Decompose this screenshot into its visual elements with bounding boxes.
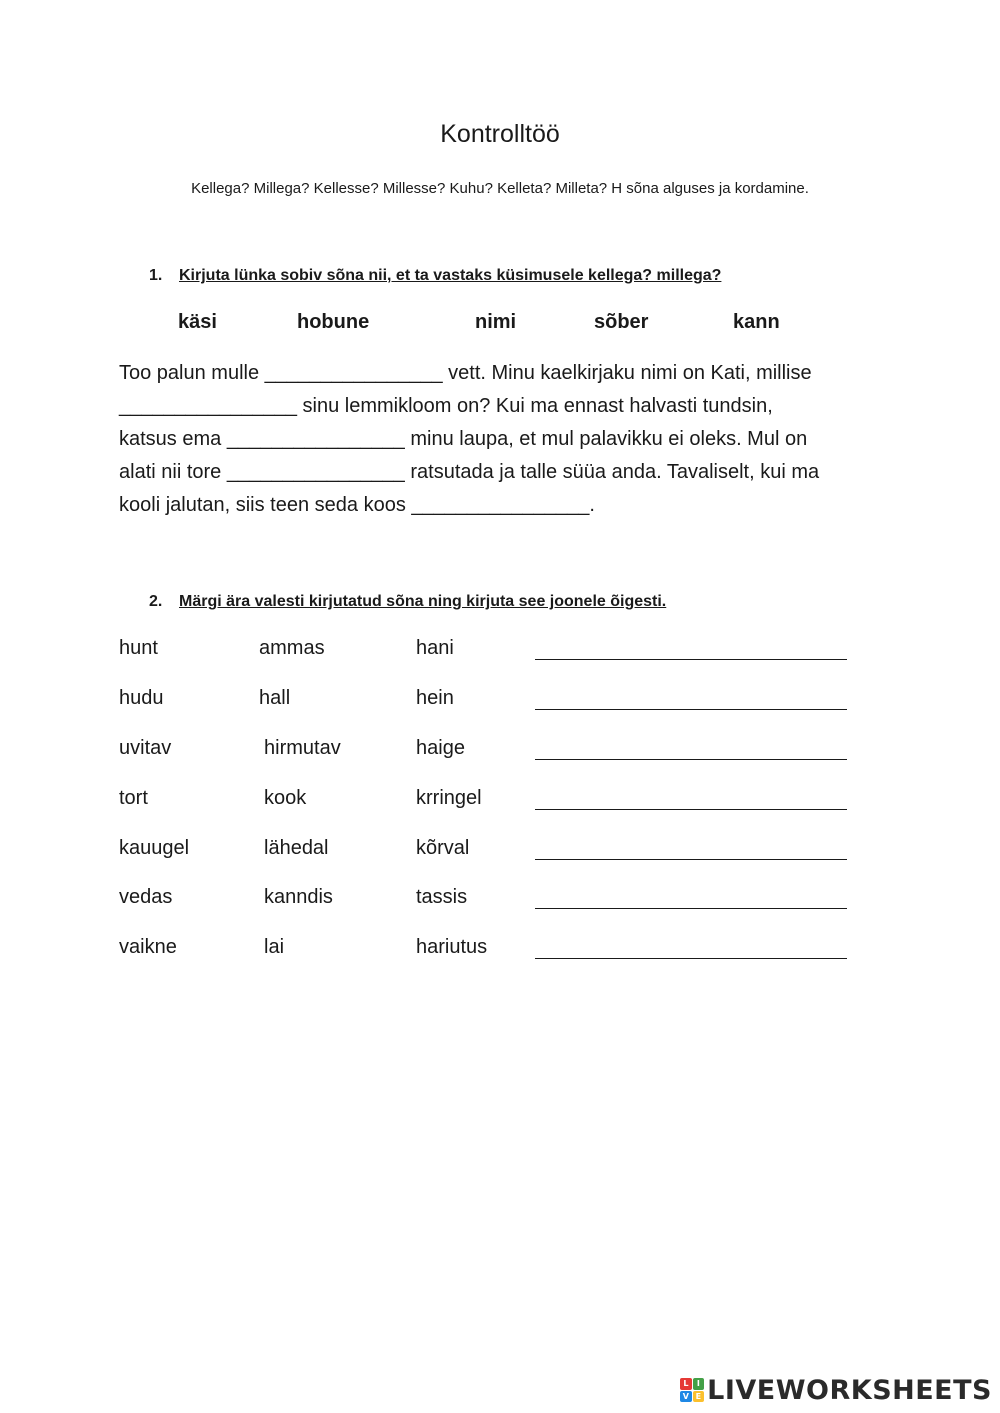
word-cell: hein: [416, 687, 454, 709]
word-cell: vedas: [119, 886, 173, 908]
word-cell: lähedal: [264, 837, 329, 859]
word-cell: krringel: [416, 787, 482, 809]
answer-line[interactable]: [535, 759, 847, 760]
paragraph-line: Too palun mulle ________________ vett. Minu kaelkirjaku nimi on Kati, millise: [119, 362, 812, 384]
word-cell: tort: [119, 787, 148, 809]
task1-heading: [149, 267, 721, 285]
logo-letter: L: [680, 1378, 692, 1390]
word-cell: haige: [416, 737, 465, 759]
word-cell: lai: [264, 936, 285, 958]
word-bank-item: hobune: [297, 311, 370, 333]
logo-letter: I: [693, 1378, 705, 1390]
word-cell: vaikne: [119, 936, 177, 958]
paragraph-line: alati nii tore ________________ ratsutada ja talle süüa anda. Tavaliselt, kui ma: [119, 461, 820, 483]
task1-number: 1.: [149, 267, 163, 284]
answer-line[interactable]: [535, 908, 847, 909]
word-bank-item: kann: [733, 311, 780, 333]
word-cell: hirmutav: [264, 737, 341, 759]
word-cell: hall: [259, 687, 291, 709]
word-cell: hariutus: [416, 936, 488, 958]
task2-number: 2.: [149, 593, 163, 610]
page-subtitle: Kellega? Millega? Kellesse? Millesse? Kuhu? Kelleta? Milleta? H sõna alguses ja kordamine.: [191, 180, 809, 197]
liveworksheets-brand[interactable]: [680, 1375, 992, 1405]
liveworksheets-logo-icon: [680, 1378, 704, 1402]
word-cell: hunt: [119, 637, 158, 659]
answer-line[interactable]: [535, 859, 847, 860]
task1-instruction: Kirjuta lünka sobiv sõna nii, et ta vastaks küsimusele kellega? millega?: [179, 267, 722, 284]
logo-letter: E: [693, 1391, 705, 1403]
brand-name: LIVEWORKSHEETS: [707, 1374, 992, 1406]
answer-line[interactable]: [535, 709, 847, 710]
word-bank-item: käsi: [178, 311, 217, 333]
task2-instruction: Märgi ära valesti kirjutatud sõna ning kirjuta see joonele õigesti.: [179, 593, 667, 610]
task2-heading: [149, 593, 666, 611]
word-cell: hani: [416, 637, 454, 659]
word-cell: uvitav: [119, 737, 172, 759]
word-cell: kanndis: [264, 886, 333, 908]
word-cell: hudu: [119, 687, 164, 709]
logo-letter: V: [680, 1391, 692, 1403]
word-cell: tassis: [416, 886, 468, 908]
word-cell: kõrval: [416, 837, 470, 859]
answer-line[interactable]: [535, 958, 847, 959]
word-cell: kook: [264, 787, 307, 809]
word-cell: kauugel: [119, 837, 190, 859]
task1-paragraph: [119, 358, 899, 523]
answer-line[interactable]: [535, 659, 847, 660]
paragraph-line: ________________ sinu lemmikloom on? Kui ma ennast halvasti tundsin,: [119, 395, 773, 417]
word-bank-item: nimi: [475, 311, 517, 333]
paragraph-line: katsus ema ________________ minu laupa, et mul palavikku ei oleks. Mul on: [119, 428, 808, 450]
word-bank-item: sõber: [594, 311, 649, 333]
paragraph-line: kooli jalutan, siis teen seda koos ________________.: [119, 494, 595, 516]
page-title: Kontrolltöö: [440, 120, 560, 148]
answer-line[interactable]: [535, 809, 847, 810]
word-cell: ammas: [259, 637, 325, 659]
